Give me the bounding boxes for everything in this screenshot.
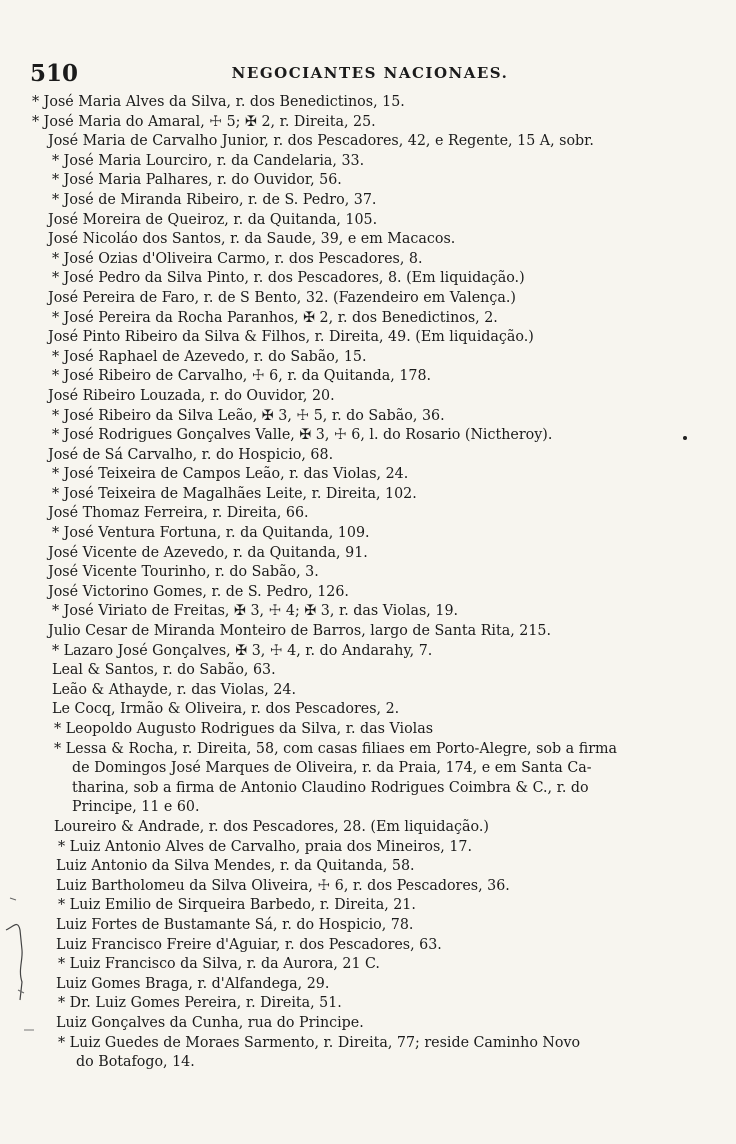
- directory-entry: * Lessa & Rocha, r. Direita, 58, com casas filiaes em Porto-Alegre, sob a firma: [54, 739, 618, 757]
- merchant-list: [0, 92, 736, 1072]
- directory-entry: * José Teixeira de Magalhães Leite, r. Direita, 102.: [52, 484, 417, 502]
- directory-entry: * José Viriato de Freitas, ✠ 3, ☩ 4; ✠ 3, r. das Violas, 19.: [52, 602, 459, 620]
- directory-entry: * José Maria Lourciro, r. da Candelaria, 33.: [52, 151, 365, 169]
- directory-entry: José Victorino Gomes, r. de S. Pedro, 126.: [48, 582, 349, 600]
- directory-entry: Luiz Fortes de Bustamante Sá, r. do Hospicio, 78.: [56, 915, 414, 933]
- directory-entry: * José Ribeiro de Carvalho, ☩ 6, r. da Quitanda, 178.: [52, 367, 432, 385]
- directory-entry: do Botafogo, 14.: [76, 1053, 195, 1071]
- directory-entry: José Pereira de Faro, r. de S Bento, 32. (Fazendeiro em Valença.): [48, 288, 516, 306]
- directory-entry: José Thomaz Ferreira, r. Direita, 66.: [48, 504, 309, 522]
- directory-entry: Leão & Athayde, r. das Violas, 24.: [52, 680, 296, 698]
- directory-entry: Loureiro & Andrade, r. dos Pescadores, 28. (Em liquidação.): [54, 817, 489, 835]
- directory-entry: Principe, 11 e 60.: [72, 798, 200, 816]
- directory-entry: * José Maria Palhares, r. do Ouvidor, 56.: [52, 171, 342, 189]
- directory-entry: * José Ventura Fortuna, r. da Quitanda, 109.: [52, 524, 370, 542]
- page-number: 510: [30, 60, 79, 87]
- directory-entry: José de Sá Carvalho, r. do Hospicio, 68.: [48, 445, 334, 463]
- directory-entry: * Leopoldo Augusto Rodrigues da Silva, r. das Violas: [54, 720, 434, 737]
- directory-entry: de Domingos José Marques de Oliveira, r. da Praia, 174, e em Santa Ca-: [72, 759, 592, 777]
- directory-entry: * José Raphael de Azevedo, r. do Sabão, 15.: [52, 347, 367, 365]
- directory-entry: Luiz Gonçalves da Cunha, rua do Principe.: [56, 1013, 364, 1031]
- directory-entry: * José Ozias d'Oliveira Carmo, r. dos Pescadores, 8.: [52, 249, 423, 267]
- directory-entry: Luiz Gomes Braga, r. d'Alfandega, 29.: [56, 974, 330, 992]
- directory-entry: * José Pereira da Rocha Paranhos, ✠ 2, r. dos Benedictinos, 2.: [52, 308, 498, 326]
- running-title: NEGOCIANTES NACIONAES.: [231, 64, 509, 82]
- directory-entry: * Lazaro José Gonçalves, ✠ 3, ☩ 4, r. do Andarahy, 7.: [52, 641, 433, 659]
- directory-entry: Luiz Francisco Freire d'Aguiar, r. dos Pescadores, 63.: [56, 935, 442, 953]
- ink-dot: [683, 436, 687, 440]
- directory-entry: José Vicente Tourinho, r. do Sabão, 3.: [48, 563, 319, 581]
- directory-entry: Luiz Bartholomeu da Silva Oliveira, ☩ 6, r. dos Pescadores, 36.: [56, 876, 510, 894]
- directory-entry: José Pinto Ribeiro da Silva & Filhos, r. Direita, 49. (Em liquidação.): [48, 328, 534, 346]
- directory-entry: * José Maria Alves da Silva, r. dos Benedictinos, 15.: [32, 93, 405, 110]
- directory-entry: * Luiz Francisco da Silva, r. da Aurora, 21 C.: [58, 955, 380, 973]
- directory-entry: José Maria de Carvalho Junior, r. dos Pescadores, 42, e Regente, 15 A, sobr.: [48, 132, 594, 150]
- directory-entry: * Luiz Guedes de Moraes Sarmento, r. Direita, 77; reside Caminho Novo: [58, 1033, 581, 1051]
- page-header: [30, 60, 710, 88]
- directory-entry: Leal & Santos, r. do Sabão, 63.: [52, 661, 276, 679]
- directory-entry: José Vicente de Azevedo, r. da Quitanda, 91.: [48, 543, 368, 561]
- directory-entry: José Moreira de Queiroz, r. da Quitanda, 105.: [48, 210, 378, 228]
- directory-entry: Luiz Antonio da Silva Mendes, r. da Quitanda, 58.: [56, 857, 415, 875]
- directory-entry: * Luiz Antonio Alves de Carvalho, praia dos Mineiros, 17.: [58, 837, 473, 855]
- directory-entry: José Ribeiro Louzada, r. do Ouvidor, 20.: [48, 386, 335, 404]
- directory-entry: José Nicoláo dos Santos, r. da Saude, 39, e em Macacos.: [48, 230, 456, 248]
- directory-entry: tharina, sob a firma de Antonio Claudino Rodrigues Coimbra & C., r. do: [72, 778, 589, 796]
- directory-entry: * José Maria do Amaral, ☩ 5; ✠ 2, r. Direita, 25.: [32, 112, 376, 130]
- directory-entry: * José de Miranda Ribeiro, r. de S. Pedro, 37.: [52, 190, 377, 208]
- directory-entry: * José Pedro da Silva Pinto, r. dos Pescadores, 8. (Em liquidação.): [52, 269, 525, 287]
- directory-entry: Le Cocq, Irmão & Oliveira, r. dos Pescadores, 2.: [52, 700, 400, 718]
- margin-ink-marks: [0, 890, 40, 1040]
- directory-entry: Julio Cesar de Miranda Monteiro de Barros, largo de Santa Rita, 215.: [48, 622, 552, 640]
- directory-entry: * Luiz Emilio de Sirqueira Barbedo, r. Direita, 21.: [58, 896, 416, 914]
- directory-entry: * José Teixeira de Campos Leão, r. das Violas, 24.: [52, 465, 409, 483]
- directory-entry: * José Rodrigues Gonçalves Valle, ✠ 3, ☩ 6, l. do Rosario (Nictheroy).: [52, 426, 553, 444]
- directory-entry: * José Ribeiro da Silva Leão, ✠ 3, ☩ 5, r. do Sabão, 36.: [52, 406, 445, 424]
- directory-entry: * Dr. Luiz Gomes Pereira, r. Direita, 51.: [58, 994, 342, 1012]
